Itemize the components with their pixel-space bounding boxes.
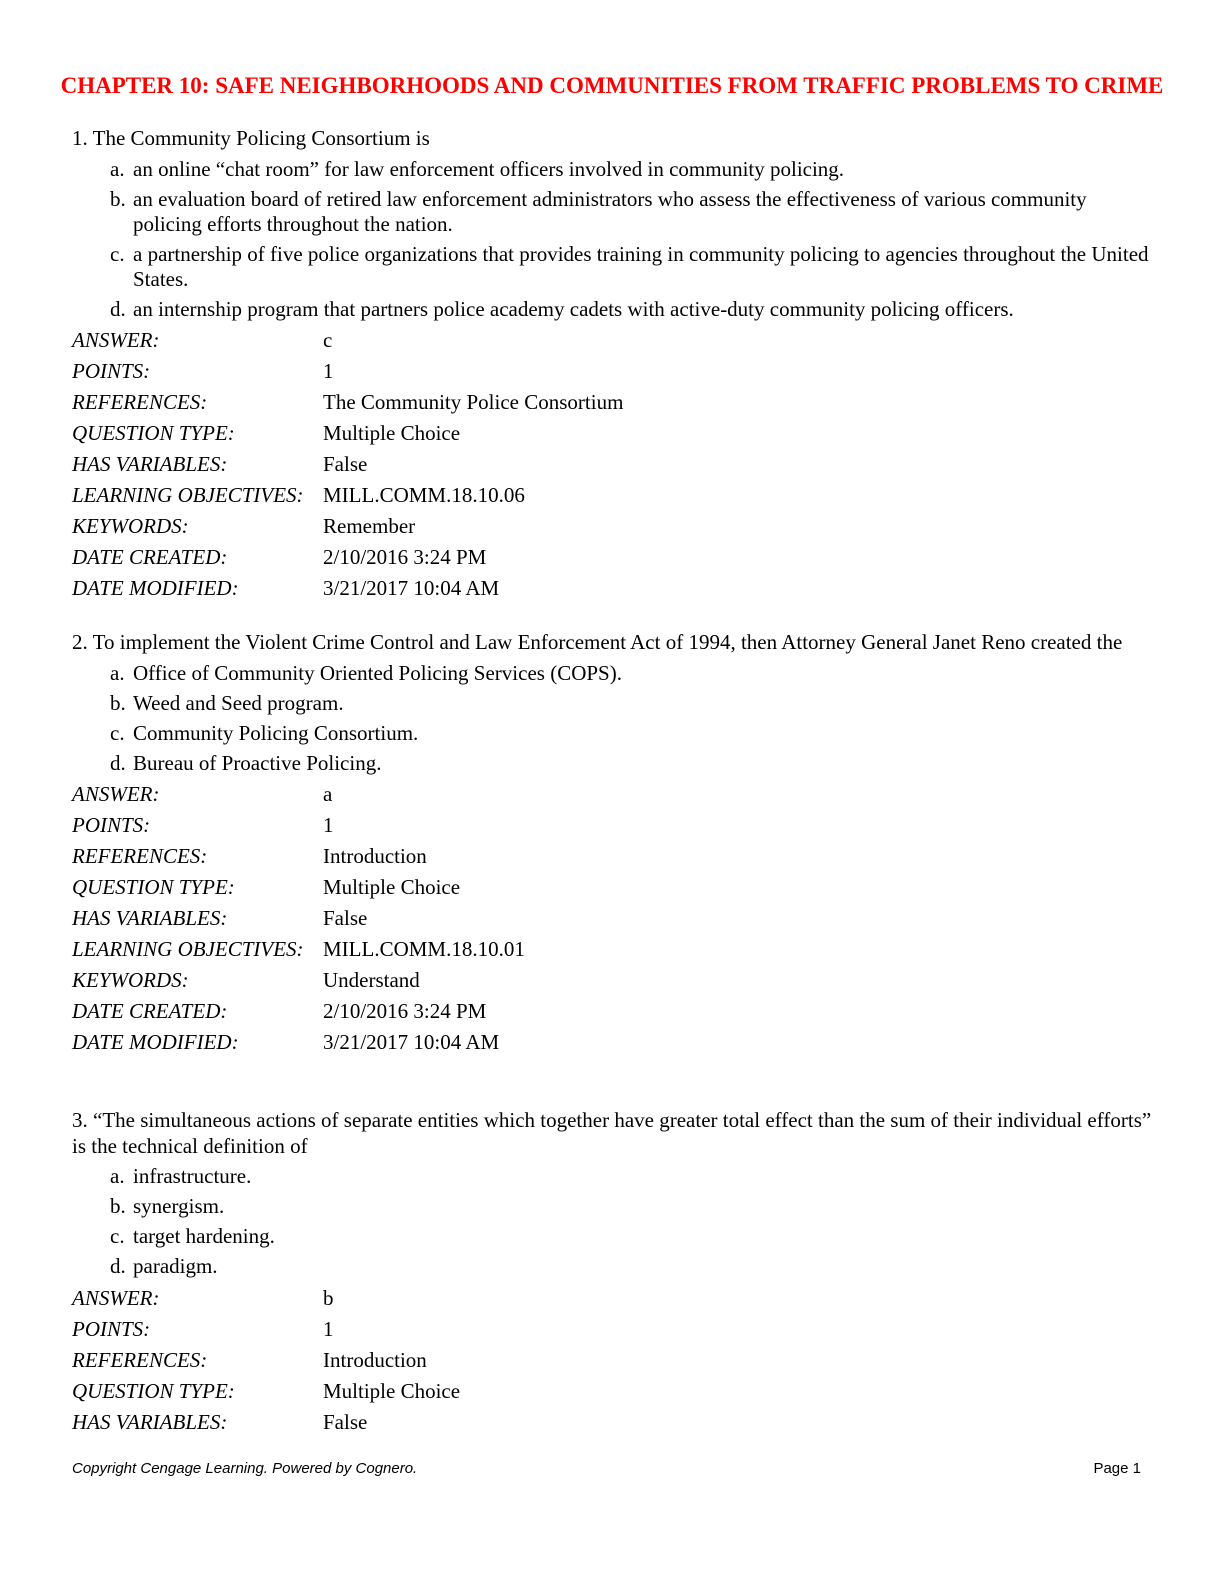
option-letter: d.: [110, 750, 126, 775]
meta-value: 3/21/2017 10:04 AM: [323, 1030, 500, 1055]
meta-row-date-modified: [72, 574, 623, 605]
option-text: a partnership of five police organizations that provides training in community policing to agencies throughout the United States.: [133, 241, 1149, 291]
option-text: paradigm.: [133, 1254, 218, 1278]
meta-label: POINTS:: [72, 359, 151, 384]
option-text: Bureau of Proactive Policing.: [133, 750, 382, 775]
meta-value: False: [323, 452, 368, 477]
meta-row-points: [72, 357, 623, 388]
option-d: [72, 1254, 1152, 1279]
meta-label: ANSWER:: [72, 782, 160, 807]
meta-row-learning-objectives: [72, 935, 525, 966]
meta-label: DATE MODIFIED:: [72, 576, 239, 601]
meta-label: REFERENCES:: [72, 390, 208, 415]
meta-value: 1: [323, 1316, 334, 1341]
meta-value: Remember: [323, 514, 416, 539]
meta-row-learning-objectives: [72, 481, 623, 512]
option-letter: b.: [110, 186, 126, 211]
option-b: [72, 187, 1152, 237]
meta-row-answer: [72, 780, 525, 811]
meta-value: MILL.COMM.18.10.06: [323, 483, 525, 508]
option-text: Weed and Seed program.: [133, 690, 344, 715]
option-a: [72, 661, 1152, 686]
question-1: [72, 126, 1152, 605]
meta-value: c: [323, 328, 333, 353]
meta-row-answer: [72, 1283, 460, 1314]
question-metadata: [72, 1283, 460, 1438]
option-text: synergism.: [133, 1194, 225, 1218]
meta-row-points: [72, 811, 525, 842]
meta-value: Introduction: [323, 844, 427, 869]
option-list: [72, 1164, 1152, 1279]
meta-label: HAS VARIABLES:: [72, 1409, 228, 1434]
question-metadata: [72, 326, 623, 605]
meta-value: Introduction: [323, 1347, 427, 1372]
option-letter: a.: [110, 660, 125, 685]
option-letter: a.: [110, 156, 125, 181]
meta-value: False: [323, 906, 368, 931]
option-c: [72, 721, 1152, 746]
option-text: an evaluation board of retired law enforcement administrators who assess the effectiveness of various community policing efforts throughout the nation.: [133, 186, 1087, 236]
meta-label: LEARNING OBJECTIVES:: [72, 937, 304, 962]
meta-row-references: [72, 1345, 460, 1376]
option-c: [72, 242, 1152, 292]
option-text: Community Policing Consortium.: [133, 720, 419, 745]
option-text: infrastructure.: [133, 1164, 252, 1188]
meta-value: 1: [323, 359, 334, 384]
meta-row-answer: [72, 326, 623, 357]
option-text: Office of Community Oriented Policing Services (COPS).: [133, 660, 622, 685]
meta-row-keywords: [72, 966, 525, 997]
meta-row-references: [72, 842, 525, 873]
meta-value: a: [323, 782, 333, 807]
meta-value: False: [323, 1409, 368, 1434]
meta-row-has-variables: [72, 1407, 460, 1438]
meta-label: DATE CREATED:: [72, 999, 228, 1024]
option-list: [72, 157, 1152, 322]
meta-label: REFERENCES:: [72, 1347, 208, 1372]
meta-label: ANSWER:: [72, 328, 160, 353]
meta-label: POINTS:: [72, 1316, 151, 1341]
meta-value: Understand: [323, 968, 420, 993]
meta-value: 1: [323, 813, 334, 838]
option-letter: c.: [110, 1224, 125, 1248]
meta-label: ANSWER:: [72, 1285, 160, 1310]
meta-row-date-created: [72, 543, 623, 574]
meta-row-date-created: [72, 997, 525, 1028]
meta-value: The Community Police Consortium: [323, 390, 624, 415]
meta-label: KEYWORDS:: [72, 514, 189, 539]
meta-value: Multiple Choice: [323, 421, 461, 446]
meta-row-question-type: [72, 419, 623, 450]
meta-label: DATE MODIFIED:: [72, 1030, 239, 1055]
meta-value: 2/10/2016 3:24 PM: [323, 545, 487, 570]
option-text: an online “chat room” for law enforcement officers involved in community policing.: [133, 156, 845, 181]
meta-label: LEARNING OBJECTIVES:: [72, 483, 304, 508]
meta-value: Multiple Choice: [323, 875, 461, 900]
question-2: [72, 630, 1152, 1059]
meta-label: HAS VARIABLES:: [72, 906, 228, 931]
meta-row-keywords: [72, 512, 623, 543]
meta-value: 2/10/2016 3:24 PM: [323, 999, 487, 1024]
question-stem: 3. “The simultaneous actions of separate entities which together have greater total effect than the sum of their individual efforts” is the technical definition of: [72, 1108, 1152, 1158]
meta-label: QUESTION TYPE:: [72, 875, 235, 900]
option-letter: b.: [110, 1194, 126, 1218]
option-list: [72, 661, 1152, 776]
meta-row-has-variables: [72, 450, 623, 481]
option-b: [72, 691, 1152, 716]
meta-label: DATE CREATED:: [72, 545, 228, 570]
meta-value: MILL.COMM.18.10.01: [323, 937, 525, 962]
option-letter: a.: [110, 1164, 125, 1188]
question-3: [72, 1108, 1152, 1438]
option-a: [72, 157, 1152, 182]
meta-row-references: [72, 388, 623, 419]
option-text: target hardening.: [133, 1224, 275, 1248]
page-footer: [72, 1460, 1141, 1477]
option-letter: c.: [110, 241, 125, 266]
question-stem: 2. To implement the Violent Crime Control and Law Enforcement Act of 1994, then Attorney General Janet Reno created the: [72, 630, 1123, 654]
option-b: [72, 1194, 1152, 1219]
meta-row-has-variables: [72, 904, 525, 935]
meta-row-points: [72, 1314, 460, 1345]
meta-value: 3/21/2017 10:04 AM: [323, 576, 500, 601]
option-text: an internship program that partners police academy cadets with active-duty community policing officers.: [133, 296, 1014, 321]
option-d: [72, 297, 1152, 322]
meta-value: b: [323, 1285, 334, 1310]
option-a: [72, 1164, 1152, 1189]
chapter-title: CHAPTER 10: SAFE NEIGHBORHOODS AND COMMUNITIES FROM TRAFFIC PROBLEMS TO CRIME: [60, 73, 1164, 98]
question-stem: 1. The Community Policing Consortium is: [72, 126, 430, 150]
option-letter: d.: [110, 1254, 126, 1278]
meta-label: POINTS:: [72, 813, 151, 838]
option-d: [72, 751, 1152, 776]
copyright-text: Copyright Cengage Learning. Powered by Cognero.: [72, 1460, 418, 1477]
meta-row-date-modified: [72, 1028, 525, 1059]
meta-value: Multiple Choice: [323, 1378, 461, 1403]
meta-row-question-type: [72, 1376, 460, 1407]
meta-label: QUESTION TYPE:: [72, 1378, 235, 1403]
meta-row-question-type: [72, 873, 525, 904]
option-letter: d.: [110, 296, 126, 321]
page-number: Page 1: [1093, 1460, 1141, 1477]
meta-label: KEYWORDS:: [72, 968, 189, 993]
question-metadata: [72, 780, 525, 1059]
option-letter: c.: [110, 720, 125, 745]
meta-label: QUESTION TYPE:: [72, 421, 235, 446]
meta-label: REFERENCES:: [72, 844, 208, 869]
option-c: [72, 1224, 1152, 1249]
meta-label: HAS VARIABLES:: [72, 452, 228, 477]
option-letter: b.: [110, 690, 126, 715]
